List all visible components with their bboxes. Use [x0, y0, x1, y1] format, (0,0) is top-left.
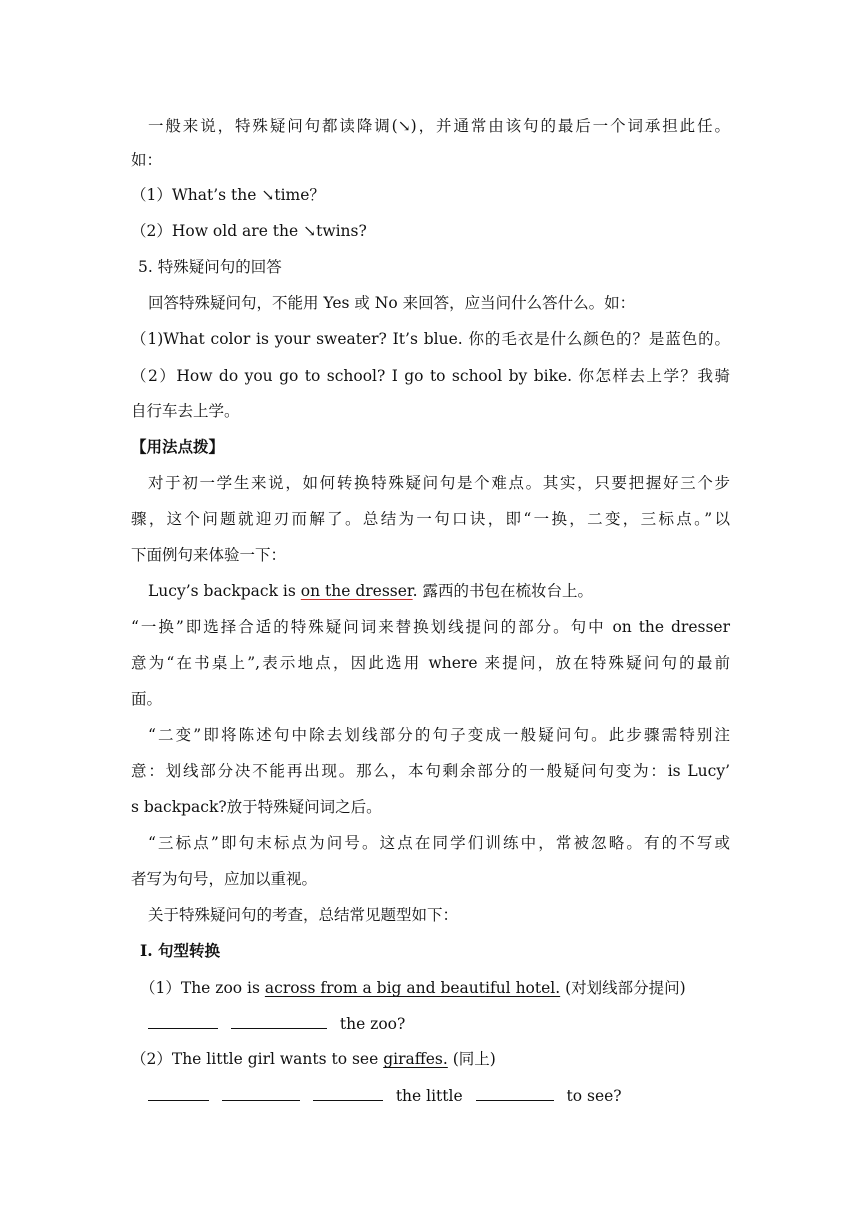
answer-blank[interactable]	[148, 1014, 218, 1029]
answer-line-2-tail: to see?	[566, 1087, 622, 1105]
answer-blank[interactable]	[222, 1086, 300, 1101]
answer-blank[interactable]	[476, 1086, 554, 1101]
step-1-line-2: 意为“在书桌上”,表示地点，因此选用 where 来提问，放在特殊疑问句的最前	[131, 654, 730, 672]
intro-example-2: （2）How old are the ↘twins?	[131, 222, 367, 240]
section-5-heading: 5. 特殊疑问句的回答	[138, 258, 282, 276]
intro-paragraph-line-1: 一般来说，特殊疑问句都读降调(↘)，并通常由该句的最后一个词承担此任。	[148, 117, 730, 135]
usage-example-sentence	[148, 581, 593, 601]
section-5-paragraph: 回答特殊疑问句，不能用 Yes 或 No 来回答，应当问什么答什么。如：	[148, 294, 636, 312]
question-2-start: （2）The little girl wants to see	[131, 1050, 384, 1068]
answer-blank[interactable]	[231, 1014, 327, 1029]
intro-example-1: （1）What’s the ↘time？	[131, 186, 325, 204]
step-1-line-3: 面。	[131, 690, 163, 708]
exercise-question-2	[131, 1049, 496, 1069]
section-5-example-1: （1)What color is your sweater? It’s blue. 你的毛衣是什么颜色的？是蓝色的。	[131, 330, 730, 348]
answer-blank[interactable]	[148, 1086, 209, 1101]
answer-line-1	[148, 1014, 405, 1034]
usage-paragraph-line-2: 骤，这个问题就迎刃而解了。总结为一句口诀，即“一换，二变，三标点。”以	[131, 510, 730, 528]
question-1-underlined-phrase: across from a big and beautiful hotel.	[264, 979, 561, 997]
step-2-line-2: 意：划线部分决不能再出现。那么，本句剩余部分的一般疑问句变为：is Lucy’	[131, 762, 730, 780]
step-2-line-1: “二变”即将陈述句中除去划线部分的句子变成一般疑问句。此步骤需特别注	[148, 726, 730, 744]
answer-blank[interactable]	[313, 1086, 383, 1101]
example-underlined-phrase: on the dresser	[300, 582, 413, 600]
question-2-instruction: (同上)	[447, 1050, 496, 1068]
step-1-line-1: “一换”即选择合适的特殊疑问词来替换划线提问的部分。句中 on the dresser	[131, 618, 730, 636]
summary-line: 关于特殊疑问句的考查，总结常见题型如下：	[148, 906, 459, 924]
usage-heading: 【用法点拨】	[131, 437, 225, 456]
question-2-underlined-word: giraffes.	[383, 1050, 448, 1068]
question-1-instruction: (对划线部分提问)	[560, 979, 686, 997]
answer-line-1-tail: the zoo?	[339, 1015, 406, 1033]
answer-line-2	[148, 1086, 622, 1106]
example-sentence-start: Lucy’s backpack is	[148, 582, 301, 600]
step-3-line-1: “三标点”即句末标点为问号。这点在同学们训练中，常被忽略。有的不写或	[148, 834, 730, 852]
example-sentence-end: . 露西的书包在梳妆台上。	[412, 582, 593, 600]
step-3-line-2: 者写为句号，应加以重视。	[131, 870, 318, 888]
section-5-example-2-line-2: 自行车去上学。	[131, 402, 240, 420]
answer-line-2-middle: the little	[395, 1087, 463, 1105]
usage-paragraph-line-3: 下面例句来体验一下：	[131, 546, 287, 564]
intro-paragraph-line-2: 如：	[131, 151, 163, 169]
step-2-line-3: s backpack?放于特殊疑问词之后。	[131, 798, 382, 816]
exercise-question-1	[140, 978, 686, 998]
exercise-heading: Ⅰ. 句型转换	[140, 941, 221, 960]
usage-paragraph-line-1: 对于初一学生来说，如何转换特殊疑问句是个难点。其实，只要把握好三个步	[148, 474, 730, 492]
section-5-example-2-line-1: （2）How do you go to school? I go to school by bike. 你怎样去上学？我骑	[131, 367, 730, 385]
question-1-start: （1）The zoo is	[140, 979, 265, 997]
